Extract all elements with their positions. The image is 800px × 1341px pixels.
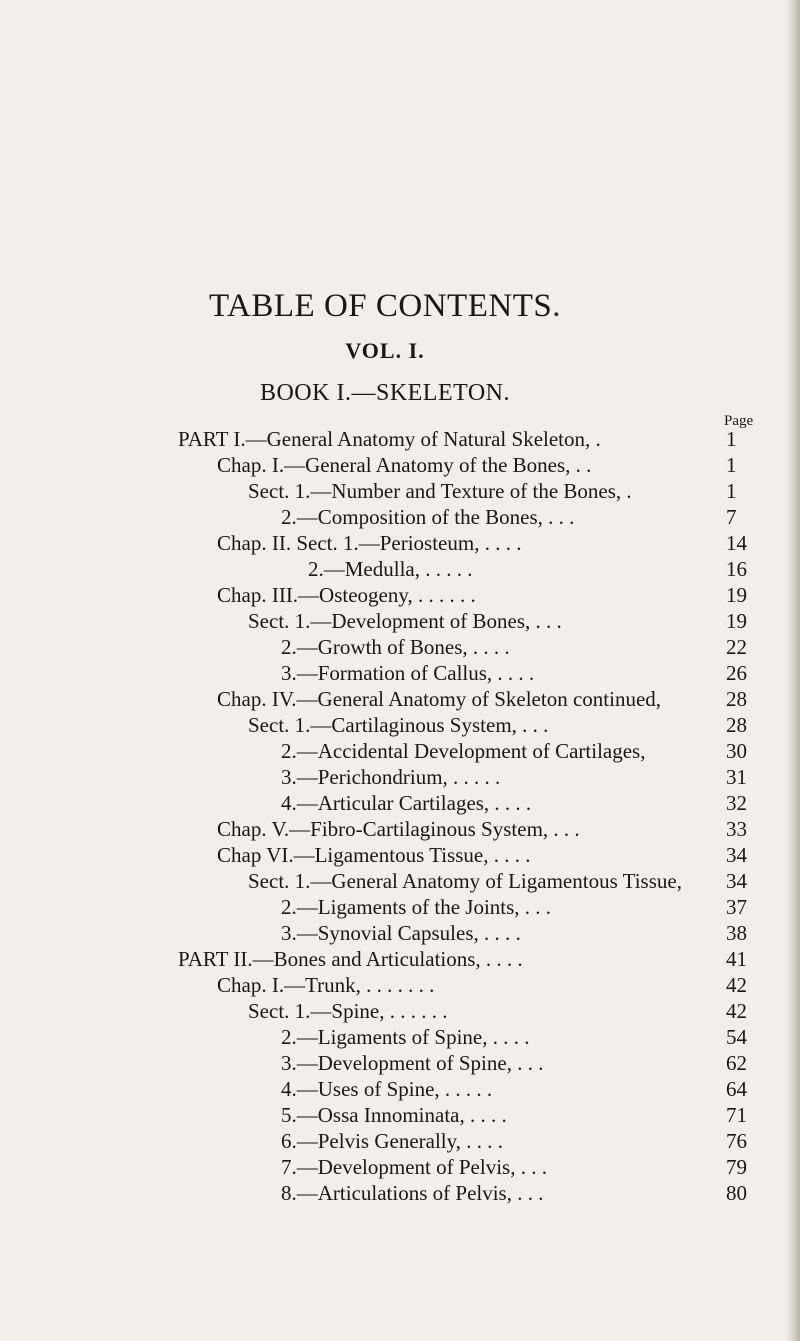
- toc-entry: [0, 842, 800, 868]
- toc-entry: [0, 1128, 800, 1154]
- toc-entry: [0, 530, 800, 556]
- entry-title: 3.—Formation of Callus, . . . .: [281, 661, 535, 685]
- entry-title: 2.—Growth of Bones, . . . .: [281, 635, 510, 659]
- entry-page: 62: [726, 1051, 747, 1075]
- entry-title: Sect. 1.—Cartilaginous System, . . .: [248, 713, 549, 737]
- toc-entry: [0, 764, 800, 790]
- toc-entry: [0, 478, 800, 504]
- entry-title: 2.—Accidental Development of Cartilages,: [281, 739, 646, 763]
- entry-title: Chap. II. Sect. 1.—Periosteum, . . . .: [217, 531, 522, 555]
- entry-page: 19: [726, 609, 747, 633]
- entry-page: 80: [726, 1181, 747, 1205]
- entry-title: 3.—Perichondrium, . . . . .: [281, 765, 501, 789]
- entry-title: 2.—Ligaments of the Joints, . . .: [281, 895, 552, 919]
- toc-entry: [0, 426, 800, 452]
- toc-entry: [0, 504, 800, 530]
- toc-entry: [0, 1076, 800, 1102]
- toc-entry: [0, 972, 800, 998]
- toc-entry: [0, 790, 800, 816]
- entry-title: Chap. I.—Trunk, . . . . . . .: [217, 973, 435, 997]
- entry-title: 5.—Ossa Innominata, . . . .: [281, 1103, 507, 1127]
- entry-title: Sect. 1.—Development of Bones, . . .: [248, 609, 562, 633]
- entry-page: 33: [726, 817, 747, 841]
- entry-title: 2.—Medulla, . . . . .: [308, 557, 473, 581]
- toc-entry: [0, 738, 800, 764]
- entry-title: Chap VI.—Ligamentous Tissue, . . . .: [217, 843, 531, 867]
- entry-page: 64: [726, 1077, 747, 1101]
- entry-title: PART I.—General Anatomy of Natural Skeleton, .: [178, 427, 601, 451]
- entry-page: 34: [726, 843, 747, 867]
- entry-page: 76: [726, 1129, 747, 1153]
- entry-title: Chap. I.—General Anatomy of the Bones, . .: [217, 453, 592, 477]
- entry-page: 79: [726, 1155, 747, 1179]
- toc-entry: [0, 634, 800, 660]
- toc-entry: [0, 1050, 800, 1076]
- toc-entry: [0, 452, 800, 478]
- toc-entry: [0, 1180, 800, 1206]
- entry-page: 7: [726, 505, 737, 529]
- entry-page: 42: [726, 999, 747, 1023]
- toc-entry: [0, 712, 800, 738]
- entry-page: 28: [726, 687, 747, 711]
- entry-title: Sect. 1.—Spine, . . . . . .: [248, 999, 448, 1023]
- entry-title: 3.—Synovial Capsules, . . . .: [281, 921, 521, 945]
- entry-page: 54: [726, 1025, 747, 1049]
- page-column-label: Page: [724, 413, 754, 429]
- entry-title: Sect. 1.—General Anatomy of Ligamentous Tissue,: [248, 869, 682, 893]
- entry-title: Sect. 1.—Number and Texture of the Bones, .: [248, 479, 632, 503]
- entry-page: 42: [726, 973, 747, 997]
- entry-title: Chap. V.—Fibro-Cartilaginous System, . . .: [217, 817, 580, 841]
- toc-entry: [0, 608, 800, 634]
- entry-page: 22: [726, 635, 747, 659]
- entry-page: 14: [726, 531, 747, 555]
- entry-title: 3.—Development of Spine, . . .: [281, 1051, 544, 1075]
- toc-entry: [0, 556, 800, 582]
- toc-entry: [0, 998, 800, 1024]
- entry-page: 16: [726, 557, 747, 581]
- entry-page: 38: [726, 921, 747, 945]
- entry-title: 2.—Ligaments of Spine, . . . .: [281, 1025, 530, 1049]
- toc-entry: [0, 920, 800, 946]
- entry-page: 26: [726, 661, 747, 685]
- entry-title: 2.—Composition of the Bones, . . .: [281, 505, 575, 529]
- entry-title: Chap. IV.—General Anatomy of Skeleton continued,: [217, 687, 662, 711]
- toc-entry: [0, 894, 800, 920]
- toc-entry: [0, 1102, 800, 1128]
- entry-title: Chap. III.—Osteogeny, . . . . . .: [217, 583, 476, 607]
- toc-entry: [0, 946, 800, 972]
- entry-page: 30: [726, 739, 747, 763]
- toc-entry: [0, 582, 800, 608]
- entry-title: 7.—Development of Pelvis, . . .: [281, 1155, 547, 1179]
- toc-entry: [0, 868, 800, 894]
- entry-page: 28: [726, 713, 747, 737]
- entry-page: 19: [726, 583, 747, 607]
- toc-entry: [0, 1024, 800, 1050]
- toc-entry: [0, 686, 800, 712]
- entry-page: 1: [726, 427, 737, 451]
- entry-page: 1: [726, 453, 737, 477]
- volume-heading: VOL. I.: [345, 338, 425, 363]
- page-title: TABLE OF CONTENTS.: [209, 288, 561, 324]
- entry-page: 32: [726, 791, 747, 815]
- entry-page: 34: [726, 869, 747, 893]
- toc-entry: [0, 660, 800, 686]
- book-heading: BOOK I.—SKELETON.: [259, 380, 511, 406]
- entry-page: 41: [726, 947, 747, 971]
- toc-entry: [0, 1154, 800, 1180]
- entry-title: 4.—Articular Cartilages, . . . .: [281, 791, 532, 815]
- toc-entry: [0, 816, 800, 842]
- entry-title: PART II.—Bones and Articulations, . . . .: [178, 947, 523, 971]
- entry-page: 31: [726, 765, 747, 789]
- entry-page: 1: [726, 479, 737, 503]
- entry-title: 6.—Pelvis Generally, . . . .: [281, 1129, 504, 1153]
- entry-page: 37: [726, 895, 747, 919]
- entry-title: 4.—Uses of Spine, . . . . .: [281, 1077, 493, 1101]
- entry-page: 71: [726, 1103, 747, 1127]
- entry-title: 8.—Articulations of Pelvis, . . .: [281, 1181, 544, 1205]
